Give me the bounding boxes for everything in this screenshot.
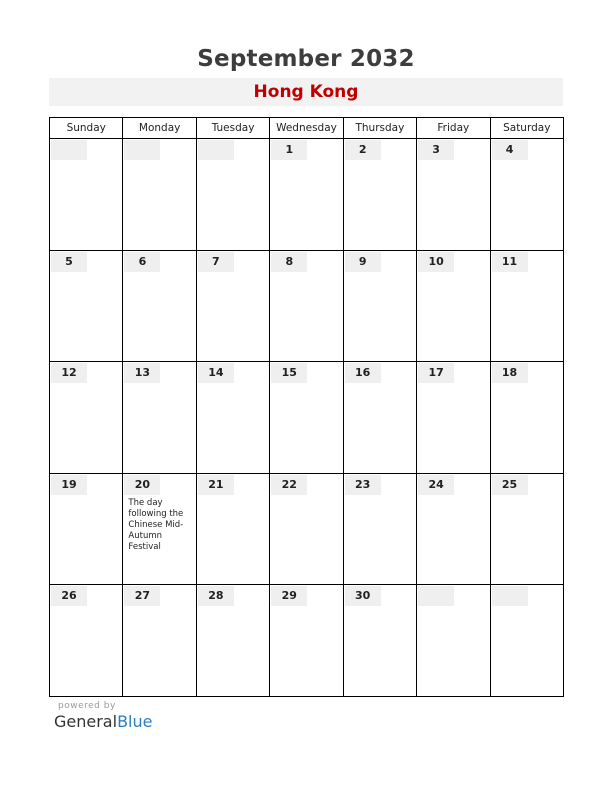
day-number: 23 (345, 475, 381, 495)
day-number: 19 (51, 475, 87, 495)
day-cell (490, 585, 563, 697)
weekday-header: Monday (123, 118, 196, 139)
day-cell (50, 585, 123, 697)
day-cell (196, 250, 269, 362)
day-cell (270, 585, 343, 697)
day-number: 12 (51, 363, 87, 383)
day-cell (270, 362, 343, 474)
day-number (51, 140, 87, 160)
day-number: 3 (418, 140, 454, 160)
day-cell (123, 362, 196, 474)
day-cell (343, 250, 416, 362)
day-cell (490, 139, 563, 251)
day-number (124, 140, 160, 160)
day-cell (123, 585, 196, 697)
day-cell (490, 250, 563, 362)
day-cell (417, 250, 490, 362)
week-row (50, 473, 564, 585)
day-number: 30 (345, 586, 381, 606)
day-cell (50, 250, 123, 362)
day-number: 20 (124, 475, 160, 495)
day-number: 10 (418, 252, 454, 272)
day-number (492, 586, 528, 606)
powered-by-text: powered by (58, 701, 116, 711)
calendar-title: September 2032 (197, 46, 415, 72)
day-number: 21 (198, 475, 234, 495)
day-number: 6 (124, 252, 160, 272)
day-number: 28 (198, 586, 234, 606)
day-cell (270, 139, 343, 251)
day-cell (343, 585, 416, 697)
day-cell (417, 362, 490, 474)
day-number: 22 (271, 475, 307, 495)
brand-blue: Blue (117, 712, 153, 731)
calendar-grid (49, 117, 564, 697)
region-bar (49, 78, 563, 106)
day-cell (417, 139, 490, 251)
weekday-header: Sunday (50, 118, 123, 139)
day-number: 4 (492, 140, 528, 160)
day-cell (196, 585, 269, 697)
holiday-event: The day following the Chinese Mid-Autumn Festival (128, 497, 184, 552)
weekday-header: Thursday (343, 118, 416, 139)
day-cell (123, 139, 196, 251)
brand-general: General (54, 712, 118, 731)
day-cell (196, 139, 269, 251)
week-row (50, 362, 564, 474)
day-number: 5 (51, 252, 87, 272)
day-number: 27 (124, 586, 160, 606)
day-number: 8 (271, 252, 307, 272)
day-number: 9 (345, 252, 381, 272)
day-cell (343, 473, 416, 585)
day-number: 14 (198, 363, 234, 383)
day-cell (343, 139, 416, 251)
day-number: 29 (271, 586, 307, 606)
day-number: 11 (492, 252, 528, 272)
day-cell (196, 473, 269, 585)
day-number: 25 (492, 475, 528, 495)
weekday-header-row (50, 118, 564, 139)
day-cell (490, 362, 563, 474)
week-row (50, 585, 564, 697)
day-cell (123, 250, 196, 362)
day-number: 13 (124, 363, 160, 383)
day-number (198, 140, 234, 160)
day-cell (50, 473, 123, 585)
day-number: 18 (492, 363, 528, 383)
day-number: 7 (198, 252, 234, 272)
weekday-header: Tuesday (196, 118, 269, 139)
day-number: 16 (345, 363, 381, 383)
day-cell (417, 473, 490, 585)
day-cell (50, 139, 123, 251)
day-number: 17 (418, 363, 454, 383)
weekday-header: Wednesday (270, 118, 343, 139)
day-cell (270, 250, 343, 362)
weekday-header: Friday (417, 118, 490, 139)
day-number: 2 (345, 140, 381, 160)
day-cell (50, 362, 123, 474)
day-cell (270, 473, 343, 585)
week-row (50, 139, 564, 251)
day-number: 24 (418, 475, 454, 495)
day-number: 1 (271, 140, 307, 160)
day-cell (417, 585, 490, 697)
day-number (418, 586, 454, 606)
day-number: 15 (271, 363, 307, 383)
day-number: 26 (51, 586, 87, 606)
region-name: Hong Kong (253, 82, 359, 102)
weekday-header: Saturday (490, 118, 563, 139)
day-cell (343, 362, 416, 474)
brand-logo[interactable] (54, 712, 152, 731)
day-cell (123, 473, 196, 585)
day-cell (196, 362, 269, 474)
week-row (50, 250, 564, 362)
day-cell (490, 473, 563, 585)
